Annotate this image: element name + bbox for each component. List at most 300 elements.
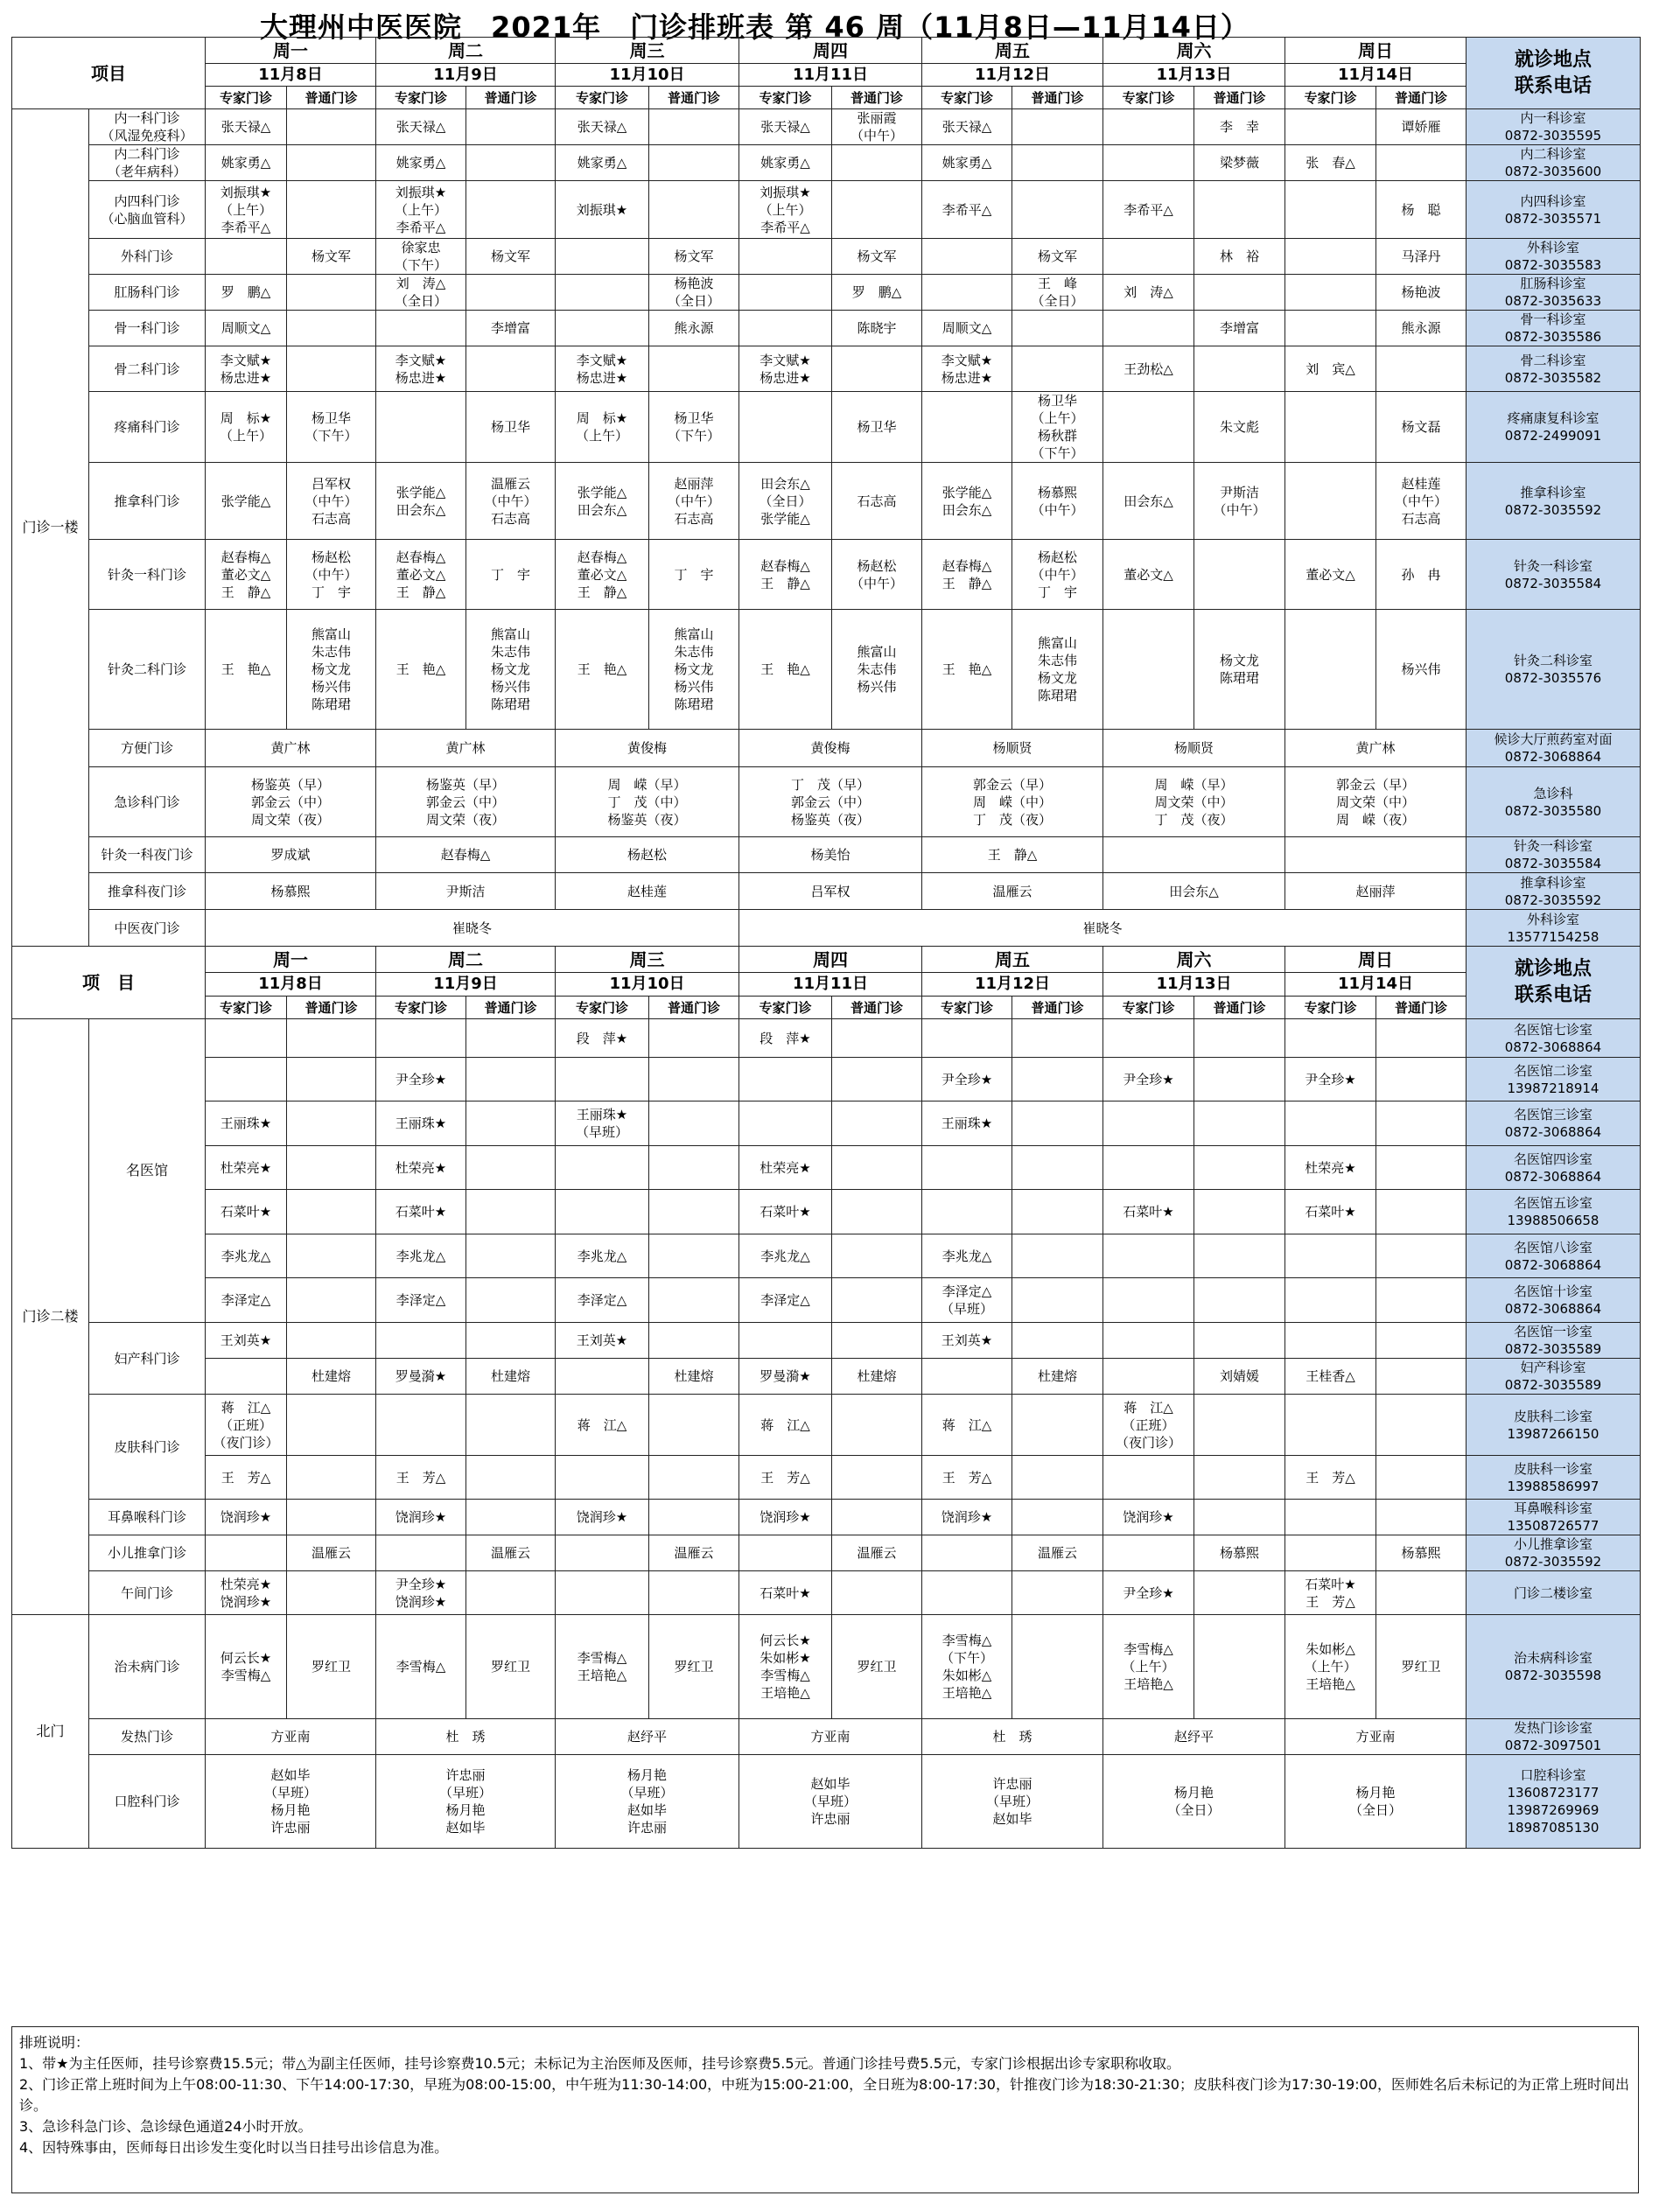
location-cell: 骨二科诊室 0872-3035582 (1466, 346, 1641, 392)
schedule-cell: 尹全珍★ (1103, 1571, 1194, 1615)
schedule-cell: 尹全珍★ 饶润珍★ (376, 1571, 466, 1615)
schedule-cell (739, 392, 832, 463)
schedule-cell (466, 1395, 556, 1456)
schedule-cell (649, 1102, 739, 1146)
schedule-cell (556, 1058, 649, 1102)
location-cell: 名医馆八诊室 0872-3068864 (1466, 1234, 1641, 1278)
header-day: 周六 (1103, 947, 1285, 973)
schedule-cell (1103, 610, 1194, 730)
header-date: 11月10日 (556, 973, 739, 997)
schedule-cell (922, 392, 1012, 463)
header-general: 普通门诊 (287, 997, 376, 1019)
schedule-cell (1376, 1190, 1466, 1234)
location-cell: 发热门诊诊室 0872-3097501 (1466, 1719, 1641, 1755)
schedule-cell: 何云长★ 李雪梅△ (206, 1615, 287, 1719)
schedule-cell: 尹斯洁 (376, 873, 556, 910)
schedule-cell (1103, 1456, 1194, 1500)
schedule-cell (466, 1278, 556, 1323)
schedule-cell: 姚家勇△ (556, 145, 649, 181)
schedule-cell (649, 1395, 739, 1456)
header-date: 11月14日 (1285, 64, 1466, 87)
schedule-cell: 刘振琪★ （上午） 李希平△ (206, 181, 287, 239)
schedule-cell (466, 1102, 556, 1146)
schedule-cell: 马泽丹 (1376, 239, 1466, 275)
header-date: 11月12日 (922, 973, 1103, 997)
table-row (12, 973, 1641, 997)
location-cell: 名医馆四诊室 0872-3068864 (1466, 1146, 1641, 1190)
schedule-cell: 杨鉴英（早） 郭金云（中） 周文荣（夜） (206, 767, 376, 837)
schedule-cell: 温雁云 (922, 873, 1103, 910)
schedule-cell (287, 181, 376, 239)
schedule-cell: 饶润珍★ (376, 1500, 466, 1535)
header-expert: 专家门诊 (922, 997, 1012, 1019)
schedule-cell: 蒋 江△ （正班） （夜门诊） (1103, 1395, 1194, 1456)
department-label: 骨一科门诊 (89, 311, 206, 346)
header-day: 周四 (739, 38, 922, 64)
schedule-cell (287, 145, 376, 181)
schedule-cell (376, 1019, 466, 1058)
schedule-cell (832, 1500, 922, 1535)
header-day: 周六 (1103, 38, 1285, 64)
schedule-cell: 杜建熔 (287, 1359, 376, 1395)
schedule-cell (1012, 1278, 1103, 1323)
schedule-cell: 李兆龙△ (739, 1234, 832, 1278)
table-row (12, 1019, 1641, 1058)
schedule-cell (922, 1146, 1012, 1190)
schedule-cell (1103, 109, 1194, 145)
schedule-cell (1376, 1058, 1466, 1102)
schedule-cell (649, 109, 739, 145)
header-expert: 专家门诊 (739, 997, 832, 1019)
schedule-cell: 赵桂莲 (556, 873, 739, 910)
schedule-cell: 杨慕熙 （中午） (1012, 463, 1103, 540)
schedule-cell: 李增富 (466, 311, 556, 346)
location-cell: 名医馆七诊室 0872-3068864 (1466, 1019, 1641, 1058)
schedule-cell (556, 239, 649, 275)
schedule-cell (1376, 1102, 1466, 1146)
table-row (12, 1278, 1641, 1323)
schedule-cell (832, 346, 922, 392)
location-cell: 皮肤科一诊室 13988586997 (1466, 1456, 1641, 1500)
header-location: 就诊地点 联系电话 (1466, 38, 1641, 109)
location-cell: 名医馆十诊室 0872-3068864 (1466, 1278, 1641, 1323)
header-date: 11月13日 (1103, 973, 1285, 997)
schedule-cell (832, 1323, 922, 1359)
schedule-cell: 许忠丽 （早班） 杨月艳 赵如毕 (376, 1755, 556, 1849)
department-label: 针灸二科门诊 (89, 610, 206, 730)
department-label: 疼痛科门诊 (89, 392, 206, 463)
header-expert: 专家门诊 (1103, 997, 1194, 1019)
schedule-cell: 温雁云 (1012, 1535, 1103, 1571)
schedule-cell (1285, 610, 1376, 730)
schedule-cell (1012, 109, 1103, 145)
header-general: 普通门诊 (649, 87, 739, 109)
schedule-cell (1103, 145, 1194, 181)
schedule-cell (466, 1571, 556, 1615)
schedule-cell: 赵纾平 (556, 1719, 739, 1755)
schedule-cell: 王 芳△ (739, 1456, 832, 1500)
department-label: 推拿科门诊 (89, 463, 206, 540)
schedule-cell (1103, 1535, 1194, 1571)
schedule-cell (1103, 311, 1194, 346)
table-row (12, 767, 1641, 837)
schedule-cell: 石志高 (832, 463, 922, 540)
header-day: 周三 (556, 947, 739, 973)
table-row (12, 540, 1641, 610)
schedule-cell (1194, 1395, 1285, 1456)
schedule-cell: 罗红卫 (287, 1615, 376, 1719)
table-row (12, 1234, 1641, 1278)
schedule-cell (287, 1500, 376, 1535)
schedule-cell (1012, 181, 1103, 239)
location-cell: 推拿科诊室 0872-3035592 (1466, 873, 1641, 910)
schedule-cell: 丁 宇 (649, 540, 739, 610)
schedule-cell (287, 1456, 376, 1500)
table-row (12, 64, 1641, 87)
location-cell: 名医馆一诊室 0872-3035589 (1466, 1323, 1641, 1359)
schedule-cell: 黄广林 (206, 730, 376, 767)
table-row (12, 38, 1641, 64)
schedule-cell (1194, 540, 1285, 610)
header-general: 普通门诊 (1376, 87, 1466, 109)
schedule-cell: 谭娇雁 (1376, 109, 1466, 145)
schedule-cell (1285, 181, 1376, 239)
schedule-cell (556, 1456, 649, 1500)
schedule-cell: 杨赵松 （中午） 丁 宇 (1012, 540, 1103, 610)
header-general: 普通门诊 (1194, 997, 1285, 1019)
schedule-cell: 罗红卫 (832, 1615, 922, 1719)
schedule-cell: 熊富山 朱志伟 杨文龙 杨兴伟 陈珺珺 (466, 610, 556, 730)
schedule-cell: 杜 琇 (922, 1719, 1103, 1755)
schedule-cell: 李雪梅△ （下午） 朱如彬△ 王培艳△ (922, 1615, 1012, 1719)
schedule-cell: 朱如彬△ （上午） 王培艳△ (1285, 1615, 1376, 1719)
schedule-cell: 张天禄△ (739, 109, 832, 145)
note-line-4: 4、因特殊事由，医师每日出诊发生变化时以当日挂号出诊信息为准。 (19, 2139, 449, 2156)
header-expert: 专家门诊 (1285, 87, 1376, 109)
table-row (12, 145, 1641, 181)
schedule-cell: 张天禄△ (206, 109, 287, 145)
schedule-cell (466, 1323, 556, 1359)
schedule-cell: 郭金云（早） 周 嵘（中） 丁 茂（夜） (922, 767, 1103, 837)
schedule-cell: 杨文军 (466, 239, 556, 275)
schedule-cell: 孙 冉 (1376, 540, 1466, 610)
schedule-cell (922, 275, 1012, 311)
schedule-cell (1012, 145, 1103, 181)
header-day: 周一 (206, 38, 376, 64)
schedule-cell: 杨月艳 （早班） 赵如毕 许忠丽 (556, 1755, 739, 1849)
header-expert: 专家门诊 (376, 997, 466, 1019)
schedule-cell: 刘振琪★ （上午） 李希平△ (376, 181, 466, 239)
schedule-cell: 杨文军 (832, 239, 922, 275)
schedule-cell: 田会东△ (1103, 463, 1194, 540)
schedule-cell (287, 1323, 376, 1359)
schedule-cell: 温雁云 （中午） 石志高 (466, 463, 556, 540)
schedule-cell: 杨艳波 (1376, 275, 1466, 311)
schedule-cell (832, 181, 922, 239)
department-label: 耳鼻喉科门诊 (89, 1500, 206, 1535)
schedule-cell (1285, 1323, 1376, 1359)
schedule-cell (1194, 1058, 1285, 1102)
department-label: 治未病门诊 (89, 1615, 206, 1719)
schedule-cell (287, 1278, 376, 1323)
floor-label: 门诊一楼 (12, 109, 89, 947)
schedule-cell (466, 145, 556, 181)
schedule-cell: 温雁云 (832, 1535, 922, 1571)
schedule-cell: 赵春梅△ 董必文△ 王 静△ (376, 540, 466, 610)
department-label: 针灸一科门诊 (89, 540, 206, 610)
schedule-cell: 李文赋★ 杨忠进★ (376, 346, 466, 392)
schedule-cell (1376, 1019, 1466, 1058)
schedule-cell: 李泽定△ （早班） (922, 1278, 1012, 1323)
schedule-cell: 张学能△ 田会东△ (376, 463, 466, 540)
schedule-cell (832, 1234, 922, 1278)
schedule-cell: 李增富 (1194, 311, 1285, 346)
schedule-cell: 温雁云 (649, 1535, 739, 1571)
note-line-2: 2、门诊正常上班时间为上午08:00-11:30、下午14:00-17:30，早班为08:00-15:00，中午班为11:30-14:00，中班为15:00-21:00，全日班为8:00-17:30，针推夜门诊为18:30-21:30；皮肤科夜门诊为17:30-19:00，医师姓名后未标记的为正常上班时间出诊。 (19, 2076, 1629, 2114)
schedule-cell: 李泽定△ (206, 1278, 287, 1323)
schedule-cell: 张天禄△ (376, 109, 466, 145)
location-cell: 名医馆五诊室 13988506658 (1466, 1190, 1641, 1234)
schedule-cell: 罗曼漪★ (739, 1359, 832, 1395)
schedule-cell: 石菜叶★ 王 芳△ (1285, 1571, 1376, 1615)
schedule-cell (466, 275, 556, 311)
schedule-cell: 饶润珍★ (739, 1500, 832, 1535)
table-row (12, 1615, 1641, 1719)
schedule-cell: 张丽霞 （中午） (832, 109, 922, 145)
schedule-cell (649, 1278, 739, 1323)
schedule-cell (1194, 1323, 1285, 1359)
department-label: 外科门诊 (89, 239, 206, 275)
schedule-cell: 张天禄△ (922, 109, 1012, 145)
schedule-cell (1376, 1571, 1466, 1615)
schedule-cell (649, 1500, 739, 1535)
schedule-cell: 熊富山 朱志伟 杨文龙 杨兴伟 陈珺珺 (649, 610, 739, 730)
schedule-cell: 张学能△ 田会东△ (556, 463, 649, 540)
schedule-cell: 杨文军 (287, 239, 376, 275)
schedule-cell: 王刘英★ (206, 1323, 287, 1359)
schedule-cell: 杨月艳 （全日） (1103, 1755, 1285, 1849)
header-item: 项 目 (12, 947, 206, 1019)
schedule-cell: 姚家勇△ (739, 145, 832, 181)
schedule-cell: 杨慕熙 (1376, 1535, 1466, 1571)
schedule-cell (1103, 239, 1194, 275)
schedule-cell: 蒋 江△ (556, 1395, 649, 1456)
schedule-cell: 李文赋★ 杨忠进★ (922, 346, 1012, 392)
table-row (12, 910, 1641, 947)
header-date: 11月8日 (206, 973, 376, 997)
schedule-cell: 杨卫华 （上午） 杨秋群 （下午） (1012, 392, 1103, 463)
schedule-cell (1012, 1395, 1103, 1456)
department-label: 内二科门诊 （老年病科） (89, 145, 206, 181)
header-expert: 专家门诊 (556, 997, 649, 1019)
schedule-cell: 罗 鹏△ (832, 275, 922, 311)
table-row (12, 181, 1641, 239)
schedule-cell (287, 1058, 376, 1102)
schedule-cell (1012, 1500, 1103, 1535)
schedule-cell (1285, 392, 1376, 463)
schedule-cell: 黄俊梅 (556, 730, 739, 767)
schedule-cell: 李文赋★ 杨忠进★ (739, 346, 832, 392)
department-label: 口腔科门诊 (89, 1755, 206, 1849)
floor-label: 门诊二楼 (12, 1019, 89, 1615)
header-general: 普通门诊 (1012, 997, 1103, 1019)
schedule-cell (922, 239, 1012, 275)
schedule-cell: 赵春梅△ 王 静△ (739, 540, 832, 610)
department-label: 中医夜门诊 (89, 910, 206, 947)
schedule-cell: 尹全珍★ (1103, 1058, 1194, 1102)
schedule-cell: 杨卫华 （下午） (287, 392, 376, 463)
schedule-cell: 张 春△ (1285, 145, 1376, 181)
schedule-cell (739, 239, 832, 275)
schedule-cell: 王 芳△ (1285, 1456, 1376, 1500)
header-day: 周日 (1285, 38, 1466, 64)
schedule-cell: 李希平△ (1103, 181, 1194, 239)
schedule-cell (922, 1190, 1012, 1234)
location-cell: 耳鼻喉科诊室 13508726577 (1466, 1500, 1641, 1535)
schedule-cell (649, 1234, 739, 1278)
schedule-cell (287, 1571, 376, 1615)
schedule-cell (1285, 463, 1376, 540)
schedule-cell (1194, 1456, 1285, 1500)
table-row (12, 997, 1641, 1019)
schedule-cell (1285, 1234, 1376, 1278)
schedule-cell (1194, 1571, 1285, 1615)
schedule-cell: 尹全珍★ (922, 1058, 1012, 1102)
header-item: 项目 (12, 38, 206, 109)
table-row (12, 87, 1641, 109)
schedule-cell: 李泽定△ (739, 1278, 832, 1323)
schedule-cell: 熊永源 (649, 311, 739, 346)
schedule-cell: 赵如毕 （早班） 杨月艳 许忠丽 (206, 1755, 376, 1849)
schedule-cell (1376, 1234, 1466, 1278)
schedule-cell (466, 1146, 556, 1190)
schedule-cell: 熊富山 朱志伟 杨文龙 杨兴伟 陈珺珺 (287, 610, 376, 730)
schedule-cell: 董必文△ (1103, 540, 1194, 610)
table-row (12, 1323, 1641, 1359)
schedule-cell (1103, 1323, 1194, 1359)
location-cell: 针灸一科诊室 0872-3035584 (1466, 540, 1641, 610)
schedule-cell: 王丽珠★ (922, 1102, 1012, 1146)
schedule-cell: 王 艳△ (556, 610, 649, 730)
schedule-cell: 杨文龙 陈珺珺 (1194, 610, 1285, 730)
header-general: 普通门诊 (466, 87, 556, 109)
department-label: 方便门诊 (89, 730, 206, 767)
schedule-cell: 周 嵘（早） 丁 茂（中） 杨鉴英（夜） (556, 767, 739, 837)
schedule-cell (832, 145, 922, 181)
schedule-cell: 杨慕熙 (1194, 1535, 1285, 1571)
header-expert: 专家门诊 (556, 87, 649, 109)
schedule-cell: 石菜叶★ (206, 1190, 287, 1234)
schedule-cell (556, 1571, 649, 1615)
department-label: 针灸一科夜门诊 (89, 837, 206, 873)
schedule-cell (556, 275, 649, 311)
schedule-cell (1285, 1019, 1376, 1058)
schedule-cell: 罗红卫 (649, 1615, 739, 1719)
schedule-cell (739, 1102, 832, 1146)
schedule-cell: 吕军权 (739, 873, 922, 910)
schedule-cell: 杨 聪 (1376, 181, 1466, 239)
table-row (12, 1535, 1641, 1571)
schedule-cell (832, 1058, 922, 1102)
schedule-cell (1194, 181, 1285, 239)
schedule-cell: 蒋 江△ (739, 1395, 832, 1456)
schedule-cell: 王劲松△ (1103, 346, 1194, 392)
schedule-cell: 熊永源 (1376, 311, 1466, 346)
location-cell: 急诊科 0872-3035580 (1466, 767, 1641, 837)
header-expert: 专家门诊 (1285, 997, 1376, 1019)
schedule-cell: 黄广林 (1285, 730, 1466, 767)
schedule-cell (1285, 239, 1376, 275)
schedule-cell (466, 1058, 556, 1102)
schedule-cell (649, 181, 739, 239)
schedule-cell (1285, 1535, 1376, 1571)
schedule-cell (1012, 1019, 1103, 1058)
header-day: 周二 (376, 38, 556, 64)
schedule-cell: 李雪梅△ (376, 1615, 466, 1719)
header-day: 周三 (556, 38, 739, 64)
location-cell: 针灸二科诊室 0872-3035576 (1466, 610, 1641, 730)
schedule-cell: 梁梦薇 (1194, 145, 1285, 181)
schedule-cell: 赵如毕 （早班） 许忠丽 (739, 1755, 922, 1849)
location-cell: 小儿推拿诊室 0872-3035592 (1466, 1535, 1641, 1571)
schedule-cell (1376, 1278, 1466, 1323)
schedule-cell: 罗红卫 (466, 1615, 556, 1719)
table-row (12, 837, 1641, 873)
schedule-cell (287, 275, 376, 311)
schedule-cell (649, 1571, 739, 1615)
schedule-cell: 温雁云 (466, 1535, 556, 1571)
schedule-cell: 田会东△ （全日） 张学能△ (739, 463, 832, 540)
schedule-cell: 王 芳△ (206, 1456, 287, 1500)
location-cell: 内二科诊室 0872-3035600 (1466, 145, 1641, 181)
schedule-cell (832, 1456, 922, 1500)
schedule-cell: 赵桂莲 （中午） 石志高 (1376, 463, 1466, 540)
table-row (12, 109, 1641, 145)
schedule-cell (206, 1535, 287, 1571)
schedule-cell: 张学能△ (206, 463, 287, 540)
schedule-cell: 罗曼漪★ (376, 1359, 466, 1395)
schedule-table (11, 37, 1641, 1849)
schedule-cell: 刘婧媛 (1194, 1359, 1285, 1395)
schedule-cell: 杜建熔 (1012, 1359, 1103, 1395)
schedule-cell (206, 1058, 287, 1102)
schedule-cell: 李希平△ (922, 181, 1012, 239)
schedule-cell: 杨赵松 （中午） 丁 宇 (287, 540, 376, 610)
schedule-cell: 王 艳△ (376, 610, 466, 730)
schedule-cell (1376, 346, 1466, 392)
department-label: 皮肤科门诊 (89, 1395, 206, 1500)
schedule-cell (1194, 1019, 1285, 1058)
schedule-cell (1012, 1190, 1103, 1234)
schedule-cell: 段 萍★ (739, 1019, 832, 1058)
table-row (12, 730, 1641, 767)
schedule-cell: 李雪梅△ 王培艳△ (556, 1615, 649, 1719)
schedule-cell (1376, 1395, 1466, 1456)
header-expert: 专家门诊 (376, 87, 466, 109)
schedule-cell (466, 1019, 556, 1058)
schedule-cell: 杜荣亮★ (376, 1146, 466, 1190)
schedule-cell: 赵丽萍 （中午） 石志高 (649, 463, 739, 540)
schedule-cell (287, 1234, 376, 1278)
schedule-cell: 刘 宾△ (1285, 346, 1376, 392)
schedule-cell: 方亚南 (739, 1719, 922, 1755)
schedule-cell: 董必文△ (1285, 540, 1376, 610)
schedule-cell (556, 311, 649, 346)
schedule-cell (739, 1535, 832, 1571)
header-date: 11月12日 (922, 64, 1103, 87)
schedule-cell (1103, 1234, 1194, 1278)
schedule-cell (1012, 1146, 1103, 1190)
